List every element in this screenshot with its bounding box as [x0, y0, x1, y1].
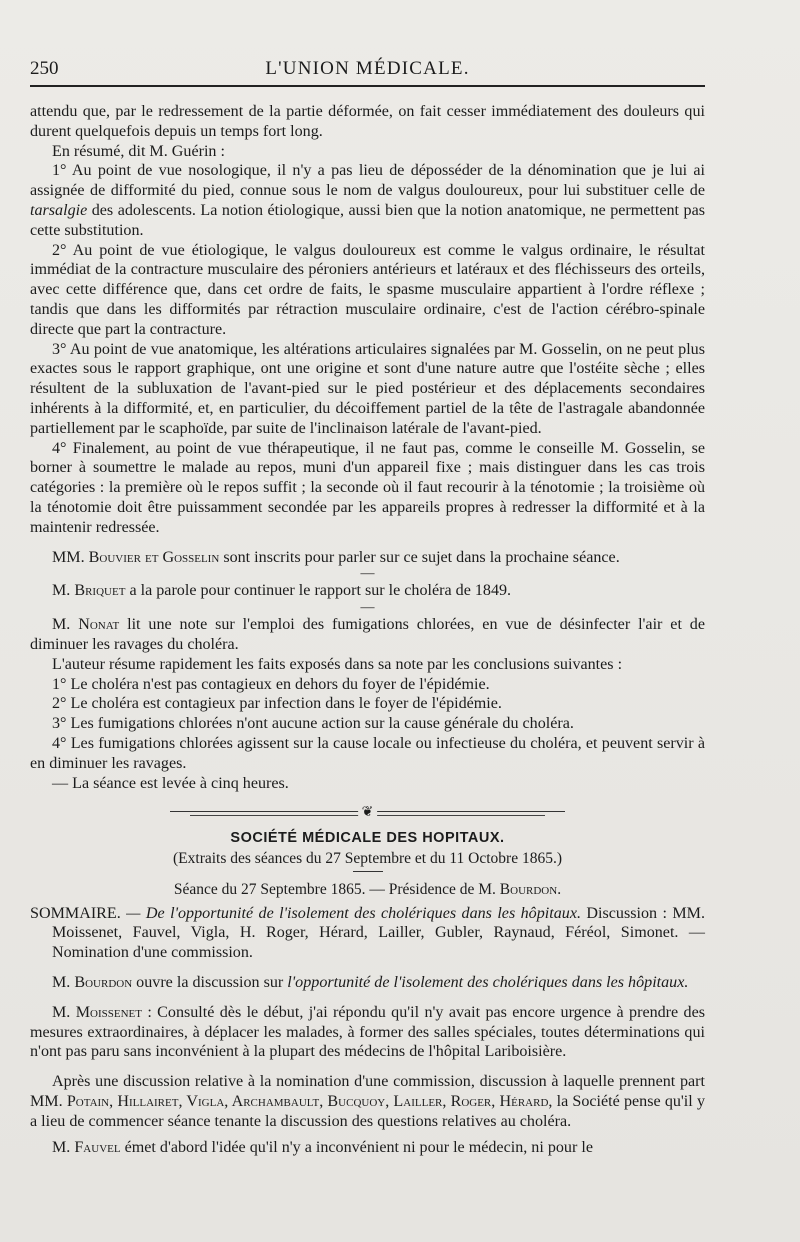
header-rule — [30, 85, 705, 87]
conclusion-item: 4° Les fumigations chlorées agissent sur la cause locale ou infectieuse du choléra, et peuvent servir à en diminuer les ravages. — [30, 734, 705, 772]
paragraph: 4° Finalement, au point de vue thérapeutique, il ne faut pas, comme le conseille M. Gosselin, se borner à soumettre le malade au repos, muni d'un appareil fixe ; mais distinguer dans les cas trois catégories : la première où le repos suffit ; la seconde où il faut recourir à la ténotomie ; la troisième où la ténotomie doit être puissamment secondée par les appareils propres à redresser la difformité et à la maintenir redressée. — [30, 439, 705, 536]
short-rule — [353, 871, 383, 872]
conclusion-item: 1° Le choléra n'est pas contagieux en dehors du foyer de l'épidémie. — [52, 675, 490, 693]
ornament-divider — [30, 799, 705, 825]
paragraph: 3° Au point de vue anatomique, les altérations articulaires signalées par M. Gosselin, on ne peut plus exactes sous le rapport graphique, ont une origine et sont d'une nature autre que l'ostéite sèche ; elles résultent de la subluxation de l'avant-pied sur le pied postérieur et des déplacements secondaires inhérents à la difformité, et, en particulier, du décoiffement partiel de la tête de l'astragale abandonnée partiellement par le scaphoïde, par suite de l'inclinaison latérale de l'avant-pied. — [30, 340, 705, 437]
ornament-icon: ❦ — [358, 803, 378, 823]
section-subtitle: (Extraits des séances du 27 Septembre et du 11 Octobre 1865.) — [173, 850, 562, 868]
paragraph: 1° Au point de vue nosologique, il n'y a pas lieu de déposséder de la dénomination que je lui ai assignée de difformité du pied, connue sous le nom de valgus douloureux, pour lui substituer celle de tarsalgie des adolescents. La notion étiologique, aussi bien que la notion anatomique, ne permettent pas cette substitution. — [30, 162, 705, 239]
paragraph: M. Bourdon ouvre la discussion sur l'opportunité de l'isolement des cholériques dans les hôpitaux. — [52, 974, 689, 992]
page-header — [30, 52, 705, 82]
running-title: L'UNION MÉDICALE. — [265, 58, 470, 79]
paragraph: M. Nonat lit une note sur l'emploi des fumigations chlorées, en vue de désinfecter l'air et de diminuer les ravages du choléra. — [30, 616, 705, 653]
seance-line: Séance du 27 Septembre 1865. — Présidence de M. Bourdon. — [173, 880, 562, 898]
dash-separator: — — [360, 566, 375, 582]
sommaire: SOMMAIRE. — De l'opportunité de l'isolement des cholériques dans les hôpitaux. Discussion : MM. Moissenet, Fauvel, Vigla, H. Roger, Hérard, Lailler, Gubler, Raynaud, Féréol, Simonet. — Nomination d'une commission. — [30, 904, 705, 962]
dash-separator: — — [360, 600, 375, 616]
paragraph: MM. Bouvier et Gosselin sont inscrits pour parler sur ce sujet dans la prochaine séance. — [52, 548, 620, 566]
paragraph: En résumé, dit M. Guérin : — [52, 142, 225, 160]
closing-line: — La séance est levée à cinq heures. — [52, 774, 289, 792]
paragraph: 2° Au point de vue étiologique, le valgus douloureux est comme le valgus ordinaire, le résultat immédiat de la contracture musculaire des péroniers antérieurs et latéraux et des fléchisseurs des orteils, avec cette différence que, dans cet ordre de faits, le spasme musculaire appartient à l'ordre réflexe ; tandis que dans les difformités par rétraction musculaire ordinaire, c'est de l'action cérébro-spinale directe que part la contracture. — [30, 241, 705, 338]
paragraph: L'auteur résume rapidement les faits exposés dans sa note par les conclusions suivantes : — [52, 655, 623, 673]
conclusion-item: 3° Les fumigations chlorées n'ont aucune action sur la cause générale du choléra. — [52, 715, 574, 733]
paragraph: Après une discussion relative à la nomination d'une commission, discussion à laquelle prennent part MM. Potain, Hillairet, Vigla, Archambault, Bucquoy, Lailler, Roger, Hérard, la Société pense qu'il y a lieu de commencer séance tenante la discussion des questions relatives au choléra. — [30, 1073, 705, 1130]
section-title: SOCIÉTÉ MÉDICALE DES HOPITAUX. — [230, 830, 505, 847]
paragraph: M. Briquet a la parole pour continuer le rapport sur le choléra de 1849. — [52, 582, 512, 600]
conclusion-item: 2° Le choléra est contagieux par infection dans le foyer de l'épidémie. — [52, 695, 502, 713]
paragraph: M. Fauvel émet d'abord l'idée qu'il n'y a inconvénient ni pour le médecin, ni pour le — [52, 1138, 593, 1156]
article-body — [30, 102, 705, 1157]
paragraph: M. Moissenet : Consulté dès le début, j'ai répondu qu'il n'y avait pas encore urgence à prendre des mesures extraordinaires, à déplacer les malades, à former des salles spéciales, toutes déterminations qui n'ont pas paru sans inconvénient à la plupart des médecins de l'hôpital Lariboisière. — [30, 1003, 706, 1061]
paragraph: attendu que, par le redressement de la partie déformée, on fait cesser immédiatement des douleurs qui durent quelquefois depuis un temps fort long. — [30, 103, 705, 140]
page-number: 250 — [30, 58, 59, 79]
